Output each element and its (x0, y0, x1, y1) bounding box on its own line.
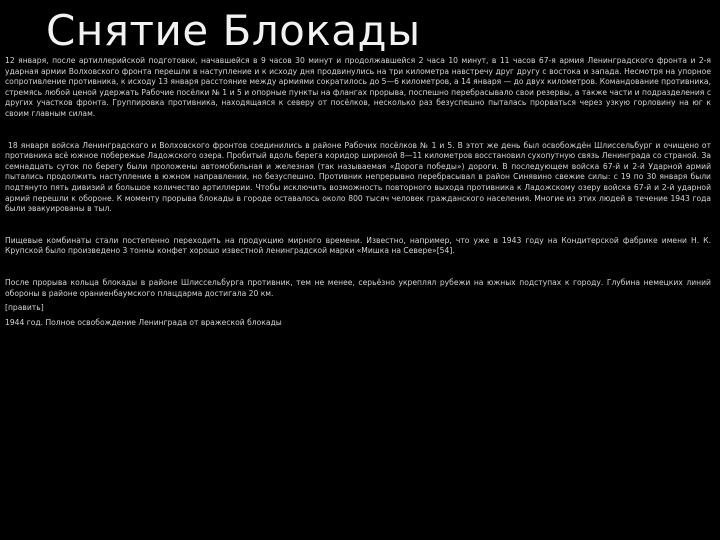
paragraph-fronts-joined: 18 января войска Ленинградского и Волховского фронтов соединились в районе Рабочих посёлков № 1 и 5. В этот же день был освобождён Шлиссельбург и очищено от противника всё южное побережье Ладожского озера. Пробитый вдоль берега коридор шириной 8—11 километров восстановил сухопутную связь Ленинграда со страной. За семнадцать суток по берегу были проложены автомобильная и железная (так называемая «Дорога победы») дороги. В последующем войска 67-й и 2-й Ударной армий пытались продолжить наступление в южном направлении, но безуспешно. Противник непрерывно перебрасывал в район Синявино свежие силы: с 19 по 30 января были подтянуто пять дивизий и большое количество артиллерии. Чтобы исключить возможность повторного выхода противника к Ладожскому озеру войска 67-й и 2-й ударной армий перешли к обороне. К моменту прорыва блокады в городе оставалось около 800 тысяч человек гражданского населения. Многие из этих людей в течение 1943 года были эвакуированы в тыл. (5, 140, 711, 214)
edit-link[interactable]: [править] (5, 303, 44, 313)
slide-body (5, 56, 711, 328)
slide-title: Снятие Блокады (46, 6, 421, 55)
paragraph-food-factories: Пищевые комбинаты стали постепенно переходить на продукцию мирного времени. Известно, например, что уже в 1943 году на Кондитерской фабрике имени Н. К. Крупской было произведено 3 тонны конфет хорошо известной ленинградской марки «Мишка на Севере»[54]. (5, 235, 711, 256)
paragraph-after-breakthrough: После прорыва кольца блокады в районе Шлиссельбурга противник, тем не менее, серьёзно укреплял рубежи на южных подступах к городу. Глубина немецких линий обороны в районе ораниенбаумского плацдарма достигала 20 км. (5, 277, 711, 298)
paragraph-january-offensive: 12 января, после артиллерийской подготовки, начавшейся в 9 часов 30 минут и продолжавшейся 2 часа 10 минут, в 11 часов 67-я армия Ленинградского фронта и 2-я ударная армии Волховского фронта перешли в наступление и к исходу дня продвинулись на три километра навстречу друг другу с востока и запада. Несмотря на упорное сопротивление противника, к исходу 13 января расстояние между армиями сократилось до 5—6 километров, а 14 января — до двух километров. Командование противника, стремясь любой ценой удержать Рабочие посёлки № 1 и 5 и опорные пункты на флангах прорыва, поспешно перебрасывало свои резервы, а также части и подразделения с других участков фронта. Группировка противника, находящаяся к северу от посёлков, несколько раз безуспешно пыталась прорваться через узкую горловину на юг к своим главным силам. (5, 56, 711, 118)
section-heading-1944: 1944 год. Полное освобождение Ленинграда от вражеской блокады (5, 317, 282, 327)
